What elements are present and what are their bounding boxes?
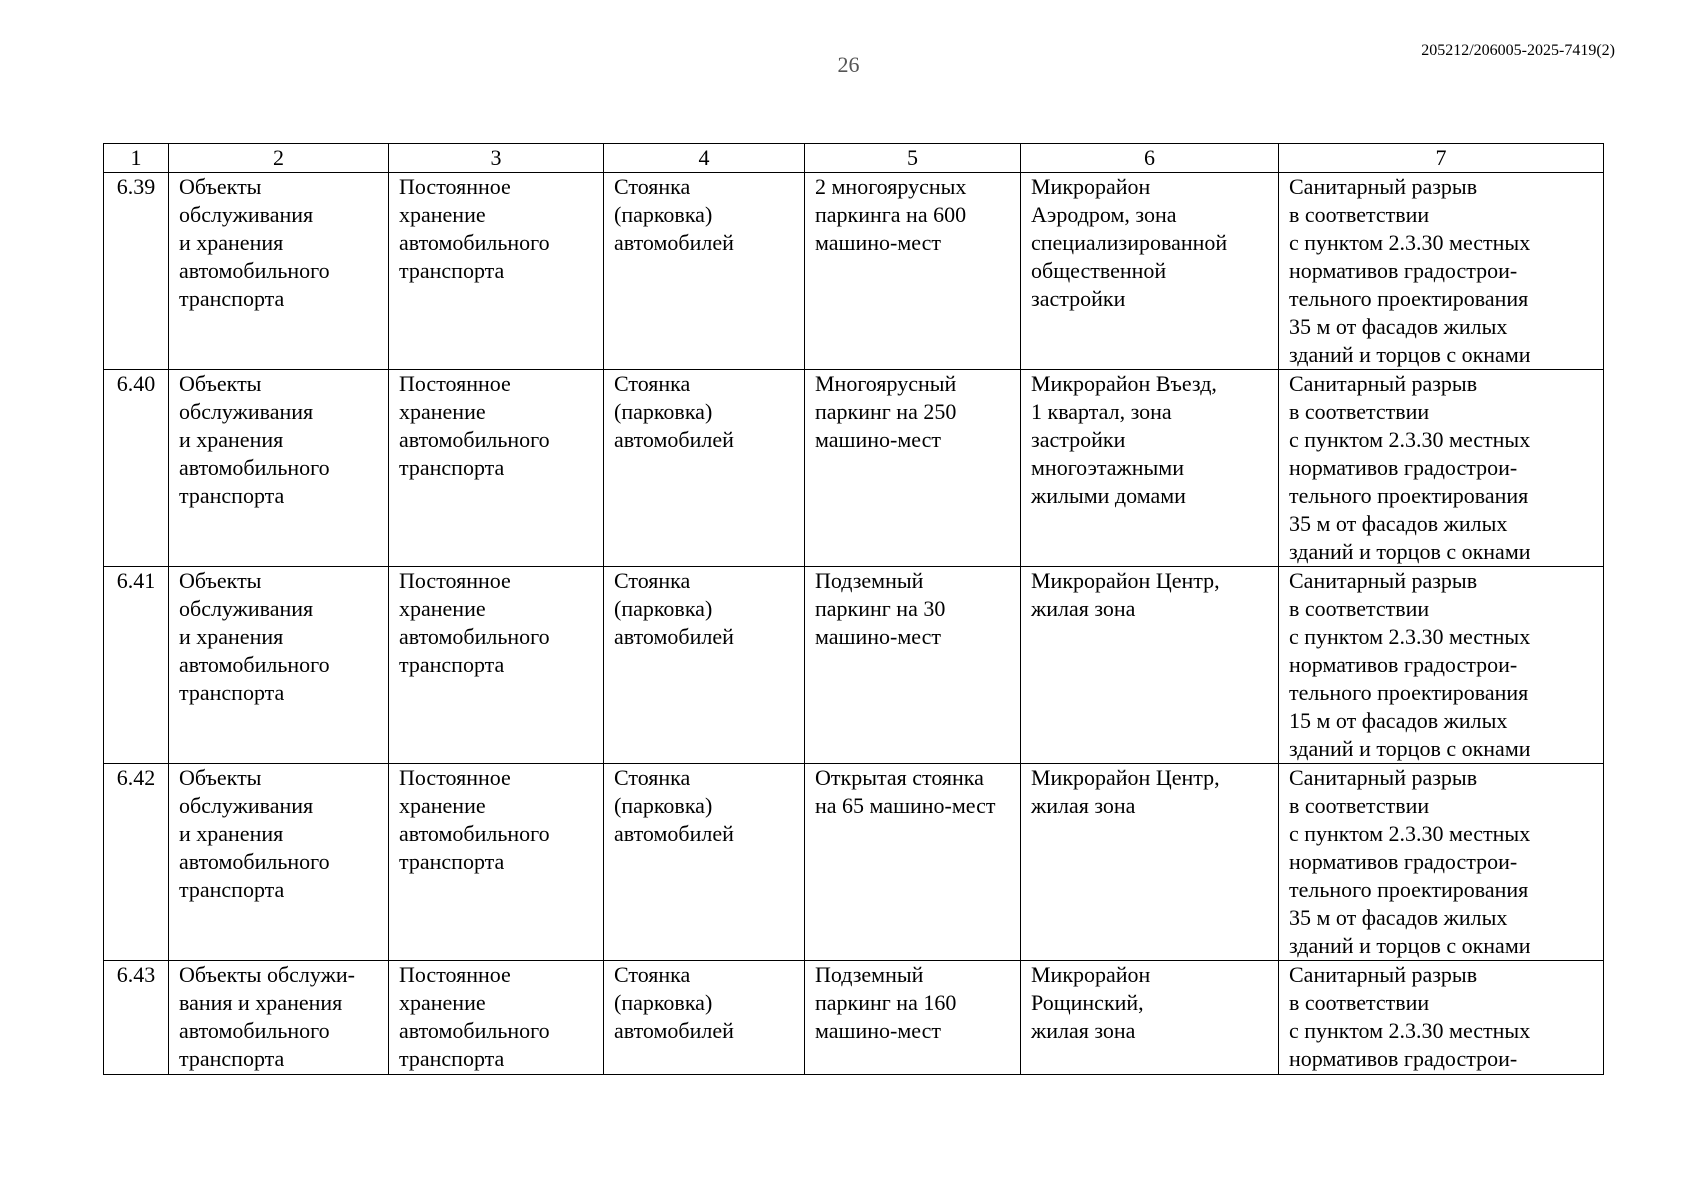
document-code: 205212/206005-2025-7419(2) [1421,42,1615,59]
location-cell: Микрорайон Аэродром, зона специализированной общественной застройки [1021,173,1279,370]
column-header: 4 [604,144,805,173]
purpose-cell: Постоянное хранение автомобильного транспорта [389,567,604,764]
characteristics-cell: Подземный паркинг на 30 машино-мест [805,567,1021,764]
row-number: 6.43 [104,961,169,1075]
column-header: 5 [805,144,1021,173]
object-category-cell: Объекты обслуживания и хранения автомобильного транспорта [169,370,389,567]
column-header: 7 [1279,144,1604,173]
purpose-cell: Постоянное хранение автомобильного транспорта [389,961,604,1075]
object-category-cell: Объекты обслужи- вания и хранения автомобильного транспорта [169,961,389,1075]
column-header: 3 [389,144,604,173]
table-row [104,764,1604,961]
object-category-cell: Объекты обслуживания и хранения автомобильного транспорта [169,173,389,370]
characteristics-cell: Многоярусный паркинг на 250 машино-мест [805,370,1021,567]
object-type-cell: Стоянка (парковка) автомобилей [604,370,805,567]
purpose-cell: Постоянное хранение автомобильного транспорта [389,173,604,370]
object-type-cell: Стоянка (парковка) автомобилей [604,764,805,961]
table-header-row [104,144,1604,173]
table-row [104,567,1604,764]
table-row [104,370,1604,567]
column-header: 1 [104,144,169,173]
zone-cell: Санитарный разрыв в соответствии с пунктом 2.3.30 местных нормативов градострои- тельного проектирования 15 м от фасадов жилых зданий и торцов с окнами [1279,567,1604,764]
object-type-cell: Стоянка (парковка) автомобилей [604,173,805,370]
zone-cell: Санитарный разрыв в соответствии с пунктом 2.3.30 местных нормативов градострои- тельного проектирования 35 м от фасадов жилых зданий и торцов с окнами [1279,370,1604,567]
row-number: 6.41 [104,567,169,764]
column-header: 6 [1021,144,1279,173]
characteristics-cell: Подземный паркинг на 160 машино-мест [805,961,1021,1075]
characteristics-cell: 2 многоярусных паркинга на 600 машино-мест [805,173,1021,370]
location-cell: Микрорайон Въезд, 1 квартал, зона застройки многоэтажными жилыми домами [1021,370,1279,567]
object-type-cell: Стоянка (парковка) автомобилей [604,961,805,1075]
location-cell: Микрорайон Рощинский, жилая зона [1021,961,1279,1075]
table-row [104,173,1604,370]
characteristics-cell: Открытая стоянка на 65 машино-мест [805,764,1021,961]
purpose-cell: Постоянное хранение автомобильного транспорта [389,764,604,961]
object-category-cell: Объекты обслуживания и хранения автомобильного транспорта [169,567,389,764]
purpose-cell: Постоянное хранение автомобильного транспорта [389,370,604,567]
zone-cell: Санитарный разрыв в соответствии с пунктом 2.3.30 местных нормативов градострои- тельного проектирования 35 м от фасадов жилых зданий и торцов с окнами [1279,764,1604,961]
location-cell: Микрорайон Центр, жилая зона [1021,764,1279,961]
page-number: 26 [837,52,860,77]
objects-table [103,143,1604,1075]
table-row [104,961,1604,1075]
row-number: 6.39 [104,173,169,370]
zone-cell: Санитарный разрыв в соответствии с пунктом 2.3.30 местных нормативов градострои- [1279,961,1604,1075]
row-number: 6.40 [104,370,169,567]
column-header: 2 [169,144,389,173]
row-number: 6.42 [104,764,169,961]
location-cell: Микрорайон Центр, жилая зона [1021,567,1279,764]
object-category-cell: Объекты обслуживания и хранения автомобильного транспорта [169,764,389,961]
object-type-cell: Стоянка (парковка) автомобилей [604,567,805,764]
zone-cell: Санитарный разрыв в соответствии с пунктом 2.3.30 местных нормативов градострои- тельного проектирования 35 м от фасадов жилых зданий и торцов с окнами [1279,173,1604,370]
